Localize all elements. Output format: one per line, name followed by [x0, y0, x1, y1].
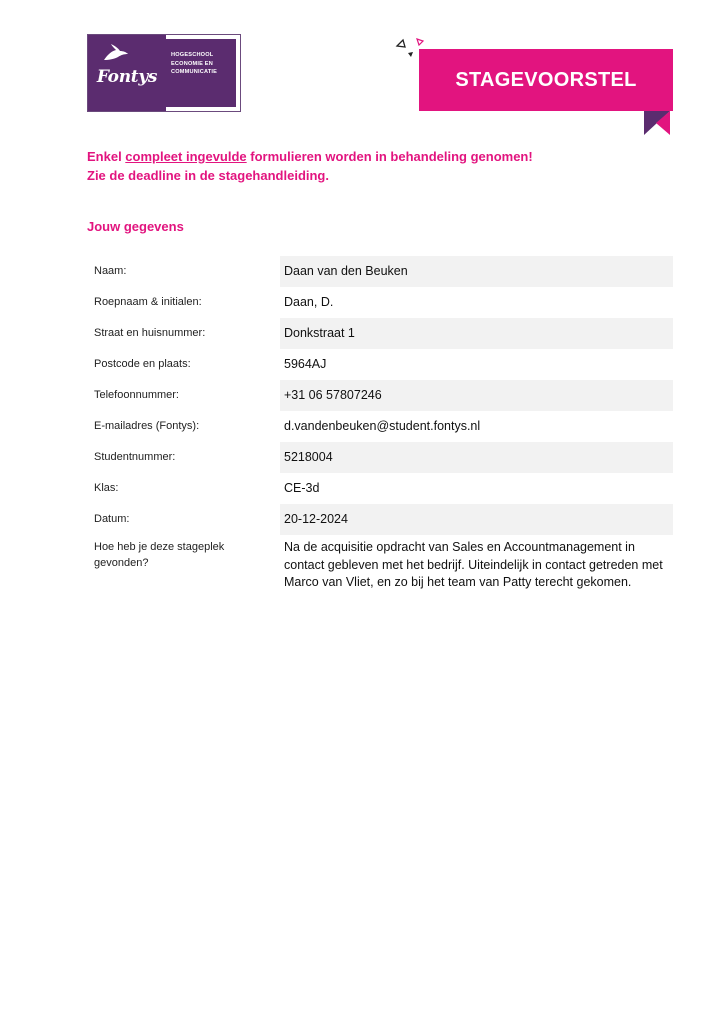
field-value[interactable]: CE-3d [284, 481, 320, 495]
page-title: STAGEVOORSTEL [455, 68, 637, 91]
page-title-banner [419, 49, 673, 111]
personal-details-form [87, 256, 673, 592]
field-value[interactable]: d.vandenbeuken@student.fontys.nl [284, 419, 481, 433]
field-label: Klas: [94, 482, 119, 494]
logo-school-text [166, 39, 236, 107]
field-row-telefoon [87, 380, 673, 411]
field-value[interactable]: +31 06 57807246 [280, 380, 673, 411]
field-row-roepnaam [87, 287, 673, 318]
field-row-email [87, 411, 673, 442]
logo-line: COMMUNICATIE [171, 69, 218, 75]
field-value[interactable]: Na de acquisitie opdracht van Sales en Accountmanagement in contact gebleven met het bedrijf. Uiteindelijk in contact getreden met Marco van Vliet, en zo bij het team van Patty terecht gekomen. [284, 540, 663, 589]
notice-line-1 [87, 147, 533, 166]
field-row-naam [87, 256, 673, 287]
field-label: Studentnummer: [94, 451, 176, 463]
field-label: Hoe heb je deze stageplek gevonden? [94, 541, 225, 569]
field-row-straat [87, 318, 673, 349]
field-row-datum [87, 504, 673, 535]
field-value[interactable]: 5218004 [280, 442, 673, 473]
field-value[interactable]: Donkstraat 1 [280, 318, 673, 349]
logo-line: HOGESCHOOL [171, 52, 214, 58]
field-label: Straat en huisnummer: [94, 327, 206, 339]
logo-line: ECONOMIE EN [171, 60, 213, 67]
field-value[interactable]: Daan, D. [284, 295, 334, 309]
field-label: Telefoonnummer: [94, 389, 179, 401]
field-row-klas [87, 473, 673, 504]
notice-text: Enkel [87, 149, 126, 164]
field-row-postcode [87, 349, 673, 380]
field-label: Roepnaam & initialen: [94, 296, 202, 308]
field-label: Postcode en plaats: [94, 358, 191, 370]
field-row-studentnummer [87, 442, 673, 473]
notice-line-2: Zie de deadline in de stagehandleiding. [87, 168, 329, 183]
notice-text: formulieren worden in behandeling genomen! [246, 149, 533, 164]
field-row-gevonden [87, 537, 673, 592]
banner-fold-icon [644, 111, 670, 135]
bird-icon [102, 44, 128, 64]
section-title: Jouw gegevens [87, 219, 184, 234]
field-label: Naam: [94, 265, 127, 277]
field-label: E-mailadres (Fontys): [94, 420, 200, 432]
fontys-logo [87, 34, 241, 112]
logo-brand-text: Fontys [96, 67, 158, 87]
field-label: Datum: [94, 513, 130, 525]
field-value[interactable]: Daan van den Beuken [280, 256, 673, 287]
submission-notice [87, 147, 533, 185]
notice-emphasis: compleet ingevulde [125, 149, 247, 164]
field-value[interactable]: 20-12-2024 [280, 504, 673, 535]
field-value[interactable]: 5964AJ [284, 357, 327, 371]
logo-mark [88, 35, 166, 111]
